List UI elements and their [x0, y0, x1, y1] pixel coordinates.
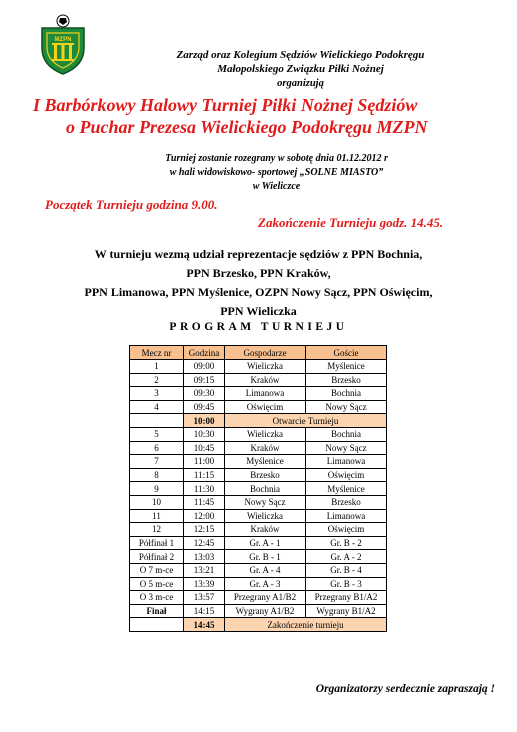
table-row	[130, 604, 387, 618]
cell-time: 13:39	[184, 577, 225, 591]
cell-home: Bochnia	[225, 482, 306, 496]
cell-time: 12:00	[184, 509, 225, 523]
cell-home: Kraków	[225, 441, 306, 455]
cell-match-no: 7	[130, 455, 184, 469]
cell-time: 10:00	[184, 414, 225, 428]
table-row	[130, 455, 387, 469]
cell-home: Kraków	[225, 523, 306, 537]
header-match-no: Mecz nr	[130, 346, 184, 360]
cell-home: Wygrany A1/B2	[225, 604, 306, 618]
cell-match-no: O 5 m-ce	[130, 577, 184, 591]
cell-time: 09:15	[184, 373, 225, 387]
cell-time: 12:45	[184, 536, 225, 550]
cell-home: Brzesko	[225, 468, 306, 482]
schedule-table	[129, 345, 387, 632]
cell-match-no: 12	[130, 523, 184, 537]
table-row	[130, 495, 387, 509]
participants-line-1: W turnieju wezmą udział reprezentacje sędziów z PPN Bochnia,	[94, 247, 423, 261]
table-row	[130, 414, 387, 428]
table-row	[130, 509, 387, 523]
cell-away: Bochnia	[306, 427, 387, 441]
cell-home: Wieliczka	[225, 360, 306, 374]
cell-away: Nowy Sącz	[306, 400, 387, 414]
tournament-title-line-2: o Puchar Prezesa Wielickiego Podokręgu MZPN	[66, 117, 428, 137]
cell-match-no: 8	[130, 468, 184, 482]
cell-away: Wygrany B1/A2	[306, 604, 387, 618]
cell-away: Limanowa	[306, 509, 387, 523]
cell-away: Bochnia	[306, 387, 387, 401]
table-row	[130, 373, 387, 387]
cell-match-no: Finał	[130, 604, 184, 618]
logo-label: MZPN	[54, 37, 72, 43]
table-row	[130, 618, 387, 632]
closing-text: Organizatorzy serdecznie zapraszają !	[315, 683, 495, 695]
cell-away: Myślenice	[306, 360, 387, 374]
cell-home: Myślenice	[225, 455, 306, 469]
cell-match-no: 9	[130, 482, 184, 496]
end-time-text: Zakończenie Turnieju godz. 14.45.	[258, 215, 444, 230]
cell-match-no: O 7 m-ce	[130, 563, 184, 577]
participants-line-4: PPN Wieliczka	[220, 304, 297, 318]
table-row	[130, 427, 387, 441]
cell-time: 13:57	[184, 591, 225, 605]
table-row	[130, 360, 387, 374]
cell-time: 09:30	[184, 387, 225, 401]
cell-time: 13:21	[184, 563, 225, 577]
cell-home: Nowy Sącz	[225, 495, 306, 509]
cell-match-no: 3	[130, 387, 184, 401]
cell-match-no: 10	[130, 495, 184, 509]
cell-home: Przegrany A1/B2	[225, 591, 306, 605]
cell-match-no: 6	[130, 441, 184, 455]
cell-away: Brzesko	[306, 373, 387, 387]
header-time: Godzina	[184, 346, 225, 360]
table-row	[130, 387, 387, 401]
cell-time: 13:03	[184, 550, 225, 564]
cell-time: 10:45	[184, 441, 225, 455]
tournament-title-line-1: I Barbórkowy Halowy Turniej Piłki Nożnej Sędziów	[33, 95, 418, 115]
organizer-line-3: organizują	[277, 78, 324, 89]
cell-away: Myślenice	[306, 482, 387, 496]
cell-time: 12:15	[184, 523, 225, 537]
cell-match-no: 4	[130, 400, 184, 414]
table-row	[130, 468, 387, 482]
cell-time: 09:00	[184, 360, 225, 374]
cell-home: Gr. A - 3	[225, 577, 306, 591]
venue-info: w hali widowiskowo- sportowej „SOLNE MIASTO”	[169, 167, 384, 178]
table-row	[130, 591, 387, 605]
cell-match-no: Półfinał 2	[130, 550, 184, 564]
cell-home: Limanowa	[225, 387, 306, 401]
cell-match-no: Półfinał 1	[130, 536, 184, 550]
table-row	[130, 523, 387, 537]
cell-away: Przegrany B1/A2	[306, 591, 387, 605]
table-row	[130, 550, 387, 564]
cell-home: Gr. A - 4	[225, 563, 306, 577]
cell-time: 10:30	[184, 427, 225, 441]
table-row	[130, 441, 387, 455]
cell-match-no	[130, 414, 184, 428]
cell-event: Otwarcie Turnieju	[225, 414, 387, 428]
city-info: w Wieliczce	[252, 181, 301, 192]
cell-match-no: 1	[130, 360, 184, 374]
header-home: Gospodarze	[225, 346, 306, 360]
cell-time: 14:45	[184, 618, 225, 632]
cell-home: Oświęcim	[225, 400, 306, 414]
start-time-text: Początek Turnieju godzina 9.00.	[45, 197, 218, 212]
schedule-body	[130, 360, 387, 632]
table-row	[130, 482, 387, 496]
cell-away: Brzesko	[306, 495, 387, 509]
cell-away: Limanowa	[306, 455, 387, 469]
cell-away: Nowy Sącz	[306, 441, 387, 455]
date-info: Turniej zostanie rozegrany w sobotę dnia 01.12.2012 r	[165, 153, 388, 164]
cell-time: 11:30	[184, 482, 225, 496]
organizer-line-2: Małopolskiego Związku Piłki Nożnej	[217, 63, 384, 75]
table-row	[130, 577, 387, 591]
cell-away: Gr. B - 3	[306, 577, 387, 591]
table-row	[130, 400, 387, 414]
table-header-row	[130, 346, 387, 360]
cell-time: 09:45	[184, 400, 225, 414]
cell-time: 11:15	[184, 468, 225, 482]
cell-away: Gr. B - 2	[306, 536, 387, 550]
cell-time: 14:15	[184, 604, 225, 618]
cell-away: Oświęcim	[306, 523, 387, 537]
participants-line-3: PPN Limanowa, PPN Myślenice, OZPN Nowy Sącz, PPN Oświęcim,	[84, 285, 433, 299]
cell-away: Gr. B - 4	[306, 563, 387, 577]
cell-time: 11:45	[184, 495, 225, 509]
cell-match-no: O 3 m-ce	[130, 591, 184, 605]
cell-match-no: 5	[130, 427, 184, 441]
table-row	[130, 536, 387, 550]
organizer-line-1: Zarząd oraz Kolegium Sędziów Wielickiego Podokręgu	[176, 49, 425, 61]
cell-event: Zakończenie turnieju	[225, 618, 387, 632]
participants-line-2: PPN Brzesko, PPN Kraków,	[186, 266, 331, 280]
cell-home: Gr. B - 1	[225, 550, 306, 564]
cell-away: Gr. A - 2	[306, 550, 387, 564]
cell-match-no: 2	[130, 373, 184, 387]
cell-away: Oświęcim	[306, 468, 387, 482]
program-heading: PROGRAM TURNIEJU	[169, 321, 348, 333]
cell-home: Kraków	[225, 373, 306, 387]
cell-match-no	[130, 618, 184, 632]
table-row	[130, 563, 387, 577]
cell-home: Wieliczka	[225, 509, 306, 523]
cell-match-no: 11	[130, 509, 184, 523]
cell-time: 11:00	[184, 455, 225, 469]
header-away: Goście	[306, 346, 387, 360]
cell-home: Gr. A - 1	[225, 536, 306, 550]
cell-home: Wieliczka	[225, 427, 306, 441]
